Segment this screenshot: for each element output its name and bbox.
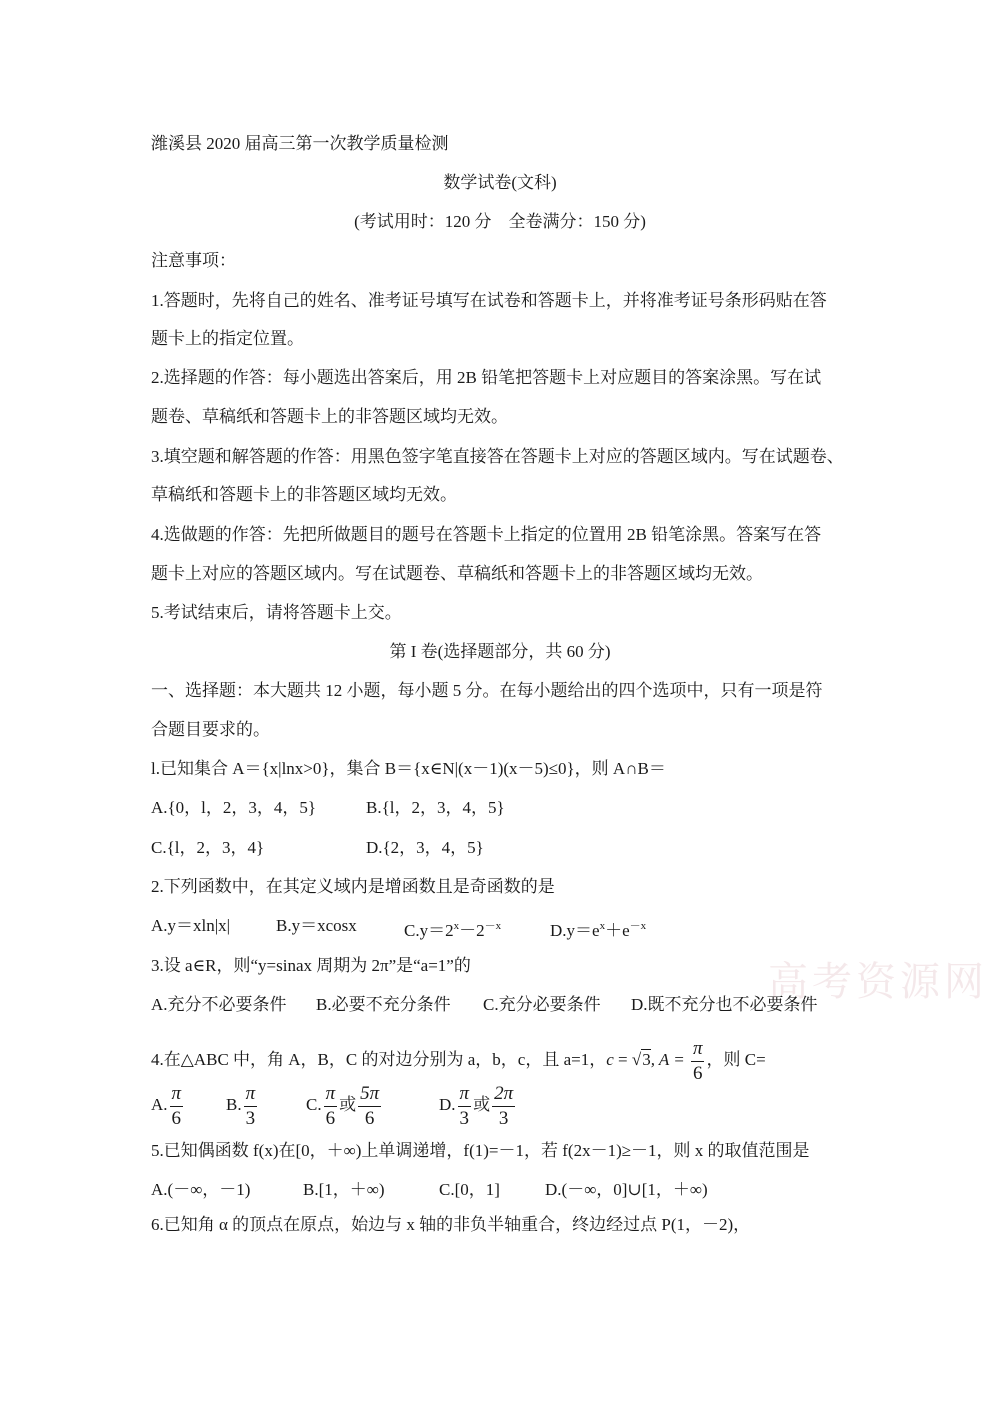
- question-2-option-b: B.y＝xcosx: [276, 916, 357, 935]
- notice-heading: 注意事项：: [151, 251, 236, 270]
- exponent: x: [453, 920, 460, 932]
- question-1-stem: l.已知集合 A＝{x|lnx>0}，集合 B＝{x∈N|(x－1)(x－5)≤0}，则 A∩B＝: [151, 759, 666, 778]
- question-2-option-a: A.y＝xln|x|: [151, 916, 231, 935]
- notice-line: 4.选做题的作答：先把所做题目的题号在答题卡上指定的位置用 2B 铅笔涂黑。答案写在答: [151, 525, 822, 544]
- question-5-option-d: D.(－∞，0]∪[1，＋∞): [545, 1180, 708, 1199]
- numerator: π: [691, 1037, 705, 1062]
- numerator: π: [324, 1082, 338, 1107]
- stem-text: ，则 C=: [706, 1050, 766, 1069]
- question-2-stem: 2.下列函数中，在其定义域内是增函数且是奇函数的是: [151, 877, 555, 896]
- exponent: －x: [484, 920, 502, 932]
- fraction: [492, 1082, 515, 1131]
- denominator: 6: [364, 1107, 375, 1129]
- math-a: , A =: [650, 1050, 689, 1069]
- question-4-option-b: [226, 1080, 259, 1131]
- fraction: [691, 1037, 705, 1086]
- question-5-option-a: A.(－∞，－1): [151, 1180, 251, 1199]
- question-5-stem: 5.已知偶函数 f(x)在[0，＋∞)上单调递增，f(1)=－1，若 f(2x－1)≥－1，则 x 的取值范围是: [151, 1141, 810, 1160]
- notice-line: 题卡上对应的答题区域内。写在试题卷、草稿纸和答题卡上的非答题区域均无效。: [151, 564, 763, 583]
- question-6-stem: 6.已知角 α 的顶点在原点，始边与 x 轴的非负半轴重合，终边经过点 P(1，－2)，: [151, 1215, 751, 1234]
- fraction: [324, 1082, 338, 1131]
- denominator: 6: [325, 1107, 336, 1129]
- question-4-stem: [151, 1035, 766, 1086]
- numerator: π: [244, 1082, 258, 1107]
- stem-text: 4.在△ABC 中，角 A，B，C 的对边分别为 a，b，c，且 a=1，: [151, 1050, 607, 1069]
- question-3-option-c: C.充分必要条件: [483, 995, 601, 1014]
- option-label: D.: [439, 1095, 456, 1114]
- exam-name: 潍溪县 2020 届高三第一次教学质量检测: [151, 134, 449, 153]
- fraction: [170, 1082, 184, 1131]
- fraction: [358, 1082, 381, 1131]
- fraction: [458, 1082, 472, 1131]
- numerator: π: [170, 1082, 184, 1107]
- question-2-option-c: [404, 915, 501, 942]
- exponent: －x: [629, 920, 647, 932]
- notice-line: 5.考试结束后，请将答题卡上交。: [151, 603, 402, 622]
- denominator: 6: [171, 1107, 182, 1129]
- option-label: C.: [306, 1095, 322, 1114]
- notice-line: 1.答题时，先将自己的姓名、准考证号填写在试卷和答题卡上，并将准考证号条形码贴在答: [151, 291, 827, 310]
- denominator: 6: [692, 1062, 703, 1084]
- option-text: －2: [459, 921, 485, 940]
- section-instruction: 合题目要求的。: [151, 720, 270, 739]
- numerator: 2π: [492, 1082, 515, 1107]
- option-text: ＋e: [605, 921, 630, 940]
- sqrt-value: 3: [642, 1050, 651, 1069]
- question-3-option-a: A.充分不必要条件: [151, 995, 287, 1014]
- question-4-option-c: [306, 1080, 383, 1131]
- question-3-option-b: B.必要不充分条件: [316, 995, 451, 1014]
- notice-line: 3.填空题和解答题的作答：用黑色签字笔直接答在答题卡上对应的答题区域内。写在试题卷、: [151, 447, 844, 466]
- option-text: D.y＝e: [550, 921, 600, 940]
- sqrt-symbol: √: [631, 1050, 642, 1069]
- numerator: π: [458, 1082, 472, 1107]
- question-3-stem: 3.设 a∈R，则“y=sinax 周期为 2π”是“a=1”的: [151, 956, 471, 975]
- math-eq: =: [613, 1050, 632, 1069]
- option-label: A.: [151, 1095, 168, 1114]
- page-title: 数学试卷(文科): [443, 173, 557, 192]
- or-text: 或: [473, 1095, 491, 1114]
- option-label: B.: [226, 1095, 242, 1114]
- question-4-option-a: [151, 1080, 185, 1131]
- denominator: 3: [459, 1107, 470, 1129]
- question-5-option-b: B.[1，＋∞): [303, 1180, 385, 1199]
- section-instruction: 一、选择题：本大题共 12 小题，每小题 5 分。在每小题给出的四个选项中，只有一项是符: [151, 681, 823, 700]
- watermark: 高考资源网: [768, 959, 988, 1005]
- question-1-option-b: B.{l，2，3，4，5}: [366, 798, 505, 817]
- question-3-option-d: D.既不充分也不必要条件: [631, 995, 818, 1014]
- question-2-option-d: [550, 915, 646, 942]
- question-4-option-d: [439, 1080, 517, 1131]
- question-1-option-d: D.{2，3，4，5}: [366, 838, 484, 857]
- numerator: 5π: [358, 1082, 381, 1107]
- denominator: 3: [498, 1107, 509, 1129]
- notice-line: 题卡上的指定位置。: [151, 329, 304, 348]
- notice-line: 题卷、草稿纸和答题卡上的非答题区域均无效。: [151, 407, 508, 426]
- denominator: 3: [245, 1107, 256, 1129]
- question-1-option-c: C.{l，2，3，4}: [151, 838, 265, 857]
- math-c: c: [606, 1050, 614, 1069]
- option-text: C.y＝2: [404, 921, 454, 940]
- notice-line: 草稿纸和答题卡上的非答题区域均无效。: [151, 485, 457, 504]
- question-1-option-a: A.{0，l，2，3，4，5}: [151, 798, 317, 817]
- notice-line: 2.选择题的作答：每小题选出答案后，用 2B 铅笔把答题卡上对应题目的答案涂黑。写在试: [151, 368, 822, 387]
- fraction: [244, 1082, 258, 1131]
- question-5-option-c: C.[0，1]: [439, 1180, 500, 1199]
- exam-subtitle: (考试用时：120 分 全卷满分：150 分): [354, 212, 646, 231]
- exponent: x: [599, 920, 606, 932]
- section-title: 第 I 卷(选择题部分，共 60 分): [389, 642, 611, 661]
- or-text: 或: [339, 1095, 357, 1114]
